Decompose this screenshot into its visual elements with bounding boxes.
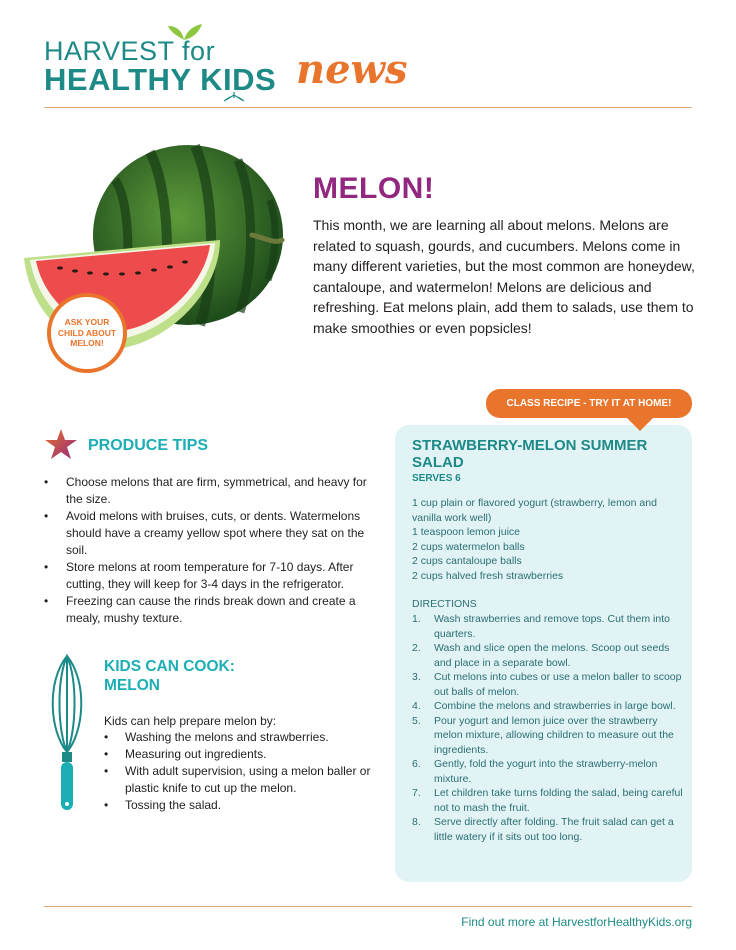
logo-text-news: news — [296, 46, 408, 93]
ask-your-child-badge — [47, 293, 127, 373]
list-item: • With adult supervision, using a melon baller or plastic knife to cut up the melon. — [104, 763, 374, 797]
ingredient-item: 1 teaspoon lemon juice — [412, 526, 520, 538]
step-number: 2. — [412, 642, 421, 654]
step-number: 7. — [412, 787, 421, 799]
page-title: MELON! — [313, 172, 435, 205]
ingredient-item: 2 cups halved fresh strawberries — [412, 569, 564, 582]
list-item: • Tossing the salad. — [104, 797, 374, 814]
ingredients-list — [412, 496, 687, 583]
step-text: Pour yogurt and lemon juice over the strawberry melon mixture, allowing children to measure out the ingredients. — [434, 714, 674, 756]
step-number: 5. — [412, 714, 421, 727]
kids-can-cook-list — [104, 729, 374, 814]
produce-tips-list — [44, 474, 374, 627]
recipe-title: STRAWBERRY-MELON SUMMER SALAD — [412, 437, 648, 471]
harvest-logo — [44, 22, 424, 102]
step-text: Wash strawberries and remove tops. Cut them into quarters. — [434, 613, 670, 640]
step-text: Serve directly after folding. The fruit salad can get a little watery if it sits out too long. — [434, 816, 674, 843]
ingredient-item: 2 cups cantaloupe balls — [412, 555, 522, 567]
step-number: 3. — [412, 671, 421, 683]
direction-step — [412, 641, 684, 670]
kids-can-cook-heading — [104, 657, 235, 695]
class-recipe-tab: CLASS RECIPE - TRY IT AT HOME! — [486, 389, 692, 418]
ingredient-item: 1 cup plain or flavored yogurt (strawberry, lemon and vanilla work well) — [412, 497, 657, 524]
kids-heading-line1: KIDS CAN COOK: — [104, 658, 235, 675]
step-text: Let children take turns folding the salad, being careful not to mash the fruit. — [434, 787, 683, 814]
produce-tips-heading: PRODUCE TIPS — [88, 437, 209, 454]
step-number: 4. — [412, 700, 421, 712]
kids-intro-text: Kids can help prepare melon by: — [104, 714, 277, 728]
tab-pointer — [626, 417, 654, 431]
header-divider — [44, 107, 692, 108]
list-item: • Store melons at room temperature for 7-10 days. After cutting, they will keep for 3-4 days in the refrigerator. — [44, 559, 374, 593]
logo-text-harvest: HARVEST for — [44, 36, 216, 66]
roots-icon — [214, 92, 254, 102]
direction-step — [412, 786, 684, 815]
directions-label: DIRECTIONS — [412, 598, 477, 610]
step-number: 6. — [412, 758, 421, 770]
direction-step — [412, 815, 684, 844]
step-number: 1. — [412, 613, 421, 625]
intro-paragraph: This month, we are learning all about melons. Melons are related to squash, gourds, and cucumbers. Melons come in many different varieties, but the most common are honeydew, cantaloupe, and watermelon! Melons are delicious and refreshing. Eat melons plain, add them to salads, use them to make smoothies or even popsicles! — [313, 217, 695, 336]
kids-heading-line2: MELON — [104, 677, 160, 694]
step-text: Gently, fold the yogurt into the strawberry-melon mixture. — [434, 758, 658, 785]
list-item: • Choose melons that are firm, symmetrical, and heavy for the size. — [44, 474, 374, 508]
list-item: • Measuring out ingredients. — [104, 746, 374, 763]
step-text: Combine the melons and strawberries in large bowl. — [434, 700, 676, 712]
direction-step — [412, 714, 684, 758]
recipe-serves: SERVES 6 — [412, 473, 461, 484]
footer-link[interactable]: Find out more at HarvestforHealthyKids.org — [461, 915, 692, 929]
footer-divider — [44, 906, 692, 907]
directions-list — [412, 612, 684, 844]
star-icon — [44, 428, 78, 460]
step-text: Wash and slice open the melons. Scoop out seeds and place in a separate bowl. — [434, 642, 670, 669]
ingredient-item: 2 cups watermelon balls — [412, 540, 525, 553]
direction-step — [412, 757, 684, 786]
step-number: 8. — [412, 816, 421, 828]
direction-step — [412, 699, 684, 714]
badge-text: ASK YOUR CHILD ABOUT MELON! — [57, 317, 117, 349]
step-text: Cut melons into cubes or use a melon baller to scoop out balls of melon. — [434, 671, 682, 698]
whisk-icon — [44, 652, 90, 814]
list-item: • Avoid melons with bruises, cuts, or dents. Watermelons should have a creamy yellow spot where they sat on the soil. — [44, 508, 374, 559]
list-item: • Washing the melons and strawberries. — [104, 729, 374, 746]
direction-step — [412, 670, 684, 699]
list-item: • Freezing can cause the rinds break down and create a mealy, mushy texture. — [44, 593, 374, 627]
logo-text-healthy-kids: HEALTHY KIDS — [44, 62, 277, 97]
direction-step — [412, 612, 684, 641]
